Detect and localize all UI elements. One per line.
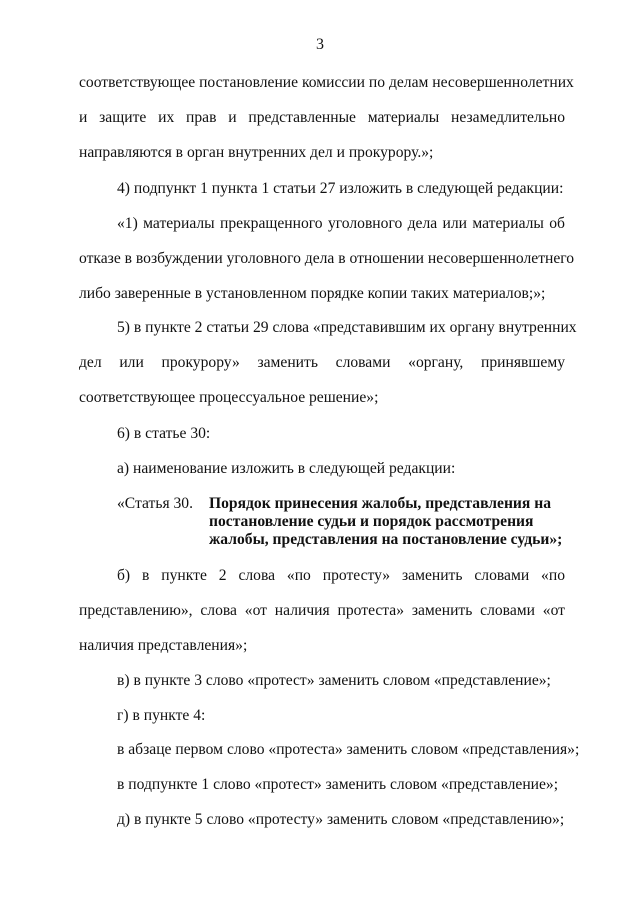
text-line: дел или прокурору» заменить словами «органу, принявшему: [79, 354, 565, 371]
text-line: отказе в возбуждении уголовного дела в отношении несовершеннолетнего: [79, 250, 575, 267]
article-heading-line: жалобы, представления на постановление судьи»;: [209, 531, 563, 548]
text-line: «1) материалы прекращенного уголовного дела или материалы об: [117, 215, 565, 232]
text-line: б) в пункте 2 слова «по протесту» заменить словами «по: [117, 567, 565, 584]
text-line: либо заверенные в установленном порядке копии таких материалов;»;: [79, 285, 546, 302]
text-line: представлению», слова «от наличия протеста» заменить словами «от: [79, 602, 565, 619]
page-number: 3: [316, 36, 324, 53]
text-line: и защите их прав и представленные материалы незамедлительно: [79, 109, 565, 126]
text-line: соответствующее процессуальное решение»;: [79, 389, 379, 406]
text-line: 5) в пункте 2 статьи 29 слова «представившим их органу внутренних: [117, 319, 577, 336]
text-line: г) в пункте 4:: [117, 707, 206, 724]
text-line: 4) подпункт 1 пункта 1 статьи 27 изложить в следующей редакции:: [117, 180, 564, 197]
text-line: направляются в орган внутренних дел и прокурору.»;: [79, 144, 434, 161]
text-line: а) наименование изложить в следующей редакции:: [117, 460, 456, 477]
text-line: д) в пункте 5 слово «протесту» заменить словом «представлению»;: [117, 811, 565, 828]
text-line: 6) в статье 30:: [117, 425, 211, 442]
article-heading-line: Порядок принесения жалобы, представления на: [209, 495, 552, 512]
text-line: в) в пункте 3 слово «протест» заменить словом «представление»;: [117, 672, 551, 689]
text-line: наличия представления»;: [79, 637, 248, 654]
text-line: в подпункте 1 слово «протест» заменить словом «представление»;: [117, 776, 559, 793]
article-heading-label: «Статья 30.: [117, 495, 194, 512]
article-heading-line: постановление судьи и порядок рассмотрения: [209, 513, 534, 530]
text-line: в абзаце первом слово «протеста» заменить словом «представления»;: [117, 741, 580, 758]
text-line: соответствующее постановление комиссии по делам несовершеннолетних: [79, 74, 574, 91]
